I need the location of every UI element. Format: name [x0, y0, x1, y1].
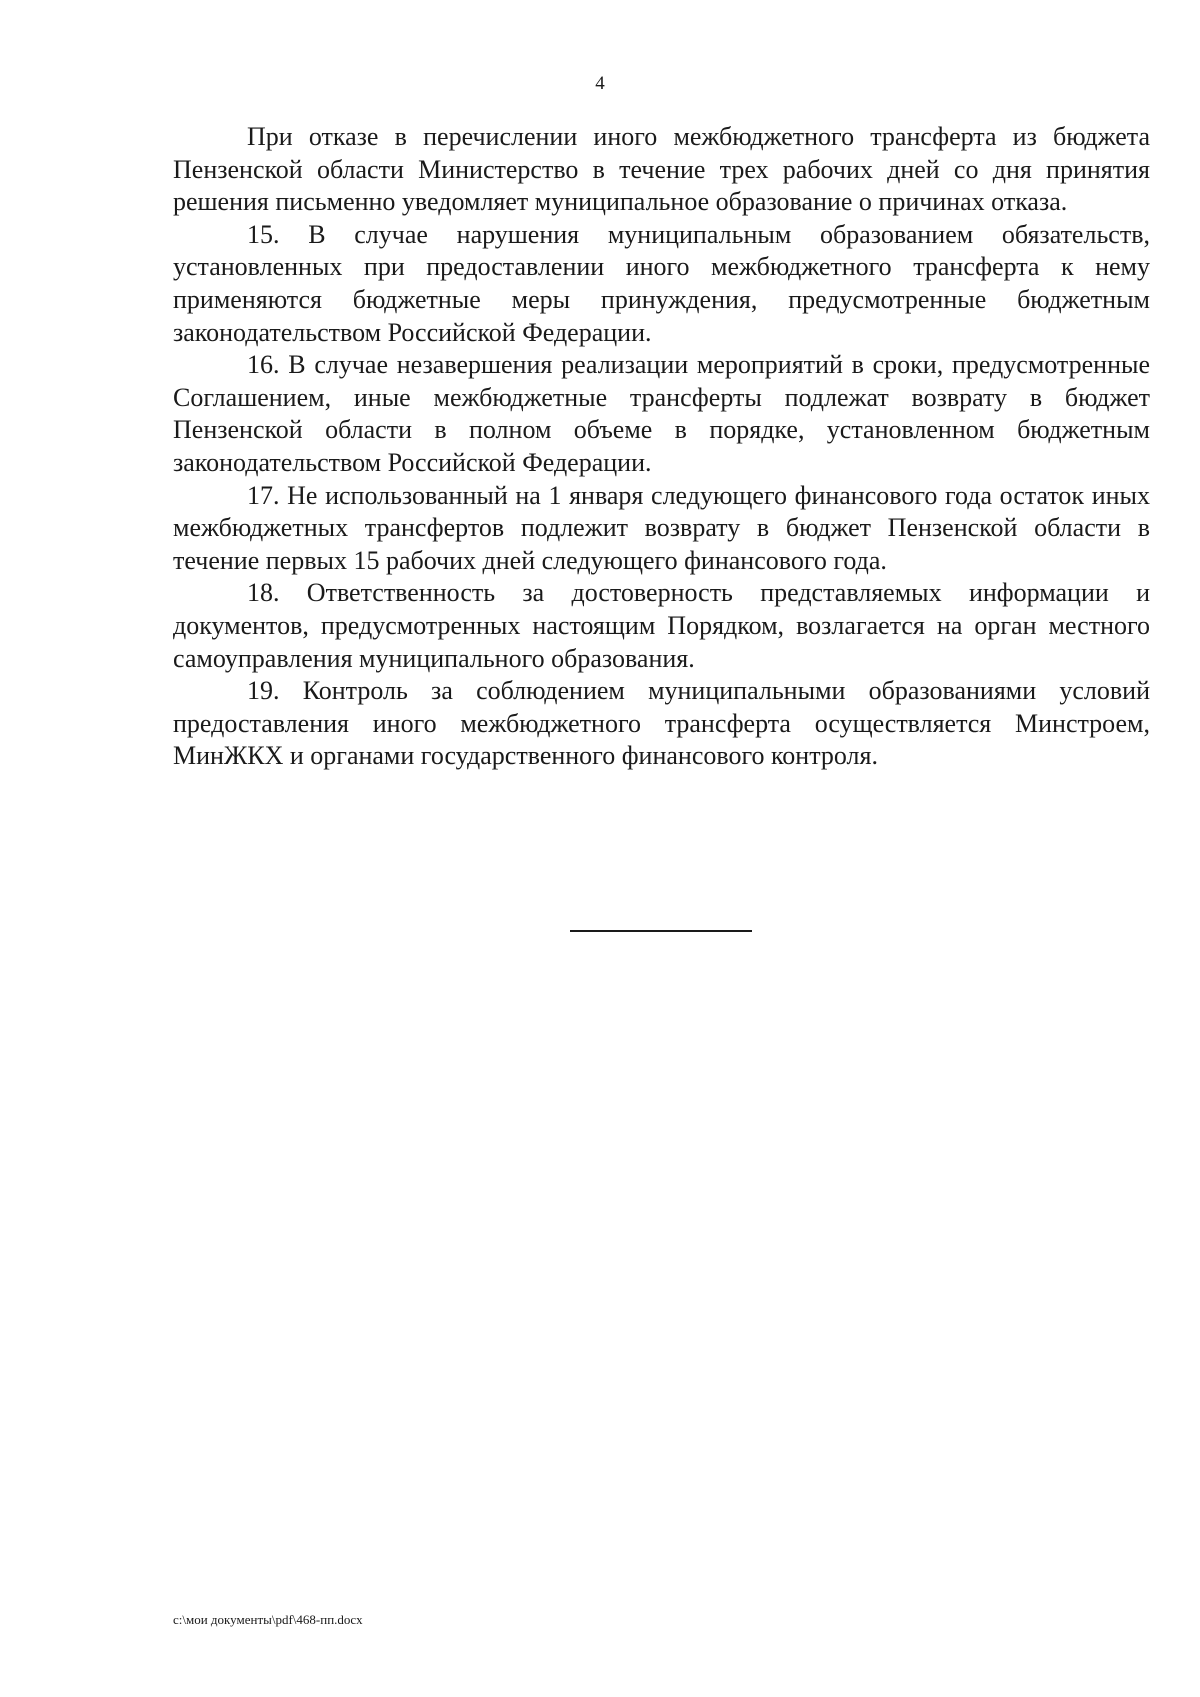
document-body [173, 121, 1150, 773]
footer-file-path: c:\мои документы\pdf\468-пп.docx [173, 1612, 363, 1627]
paragraph-15: 15. В случае нарушения муниципальным образованием обязательств, установленных при предоставлении иного межбюджетного трансферта к нему применяются бюджетные меры принуждения, предусмотренные бюджетным законодательством Российской Федерации. [173, 219, 1150, 347]
closing-rule-divider [570, 930, 752, 932]
paragraph-19: 19. Контроль за соблюдением муниципальными образованиями условий предоставления иного межбюджетного трансферта осуществляется Минстроем, МинЖКХ и органами государственного финансового контроля. [173, 676, 1150, 771]
paragraph-refusal-notice: При отказе в перечислении иного межбюджетного трансферта из бюджета Пензенской области Министерство в течение трех рабочих дней со дня принятия решения письменно уведомляет муниципальное образование о причинах отказа. [173, 122, 1150, 217]
paragraph-18: 18. Ответственность за достоверность представляемых информации и документов, предусмотренных настоящим Порядком, возлагается на орган местного самоуправления муниципального образования. [173, 578, 1150, 673]
page-number: 4 [595, 73, 605, 94]
paragraph-16: 16. В случае незавершения реализации мероприятий в сроки, предусмотренные Соглашением, иные межбюджетные трансферты подлежат возврату в бюджет Пензенской области в полном объеме в порядке, установленном бюджетным законодательством Российской Федерации. [173, 350, 1150, 477]
paragraph-17: 17. Не использованный на 1 января следующего финансового года остаток иных межбюджетных трансфертов подлежит возврату в бюджет Пензенской области в течение первых 15 рабочих дней следующего финансового года. [173, 480, 1150, 575]
